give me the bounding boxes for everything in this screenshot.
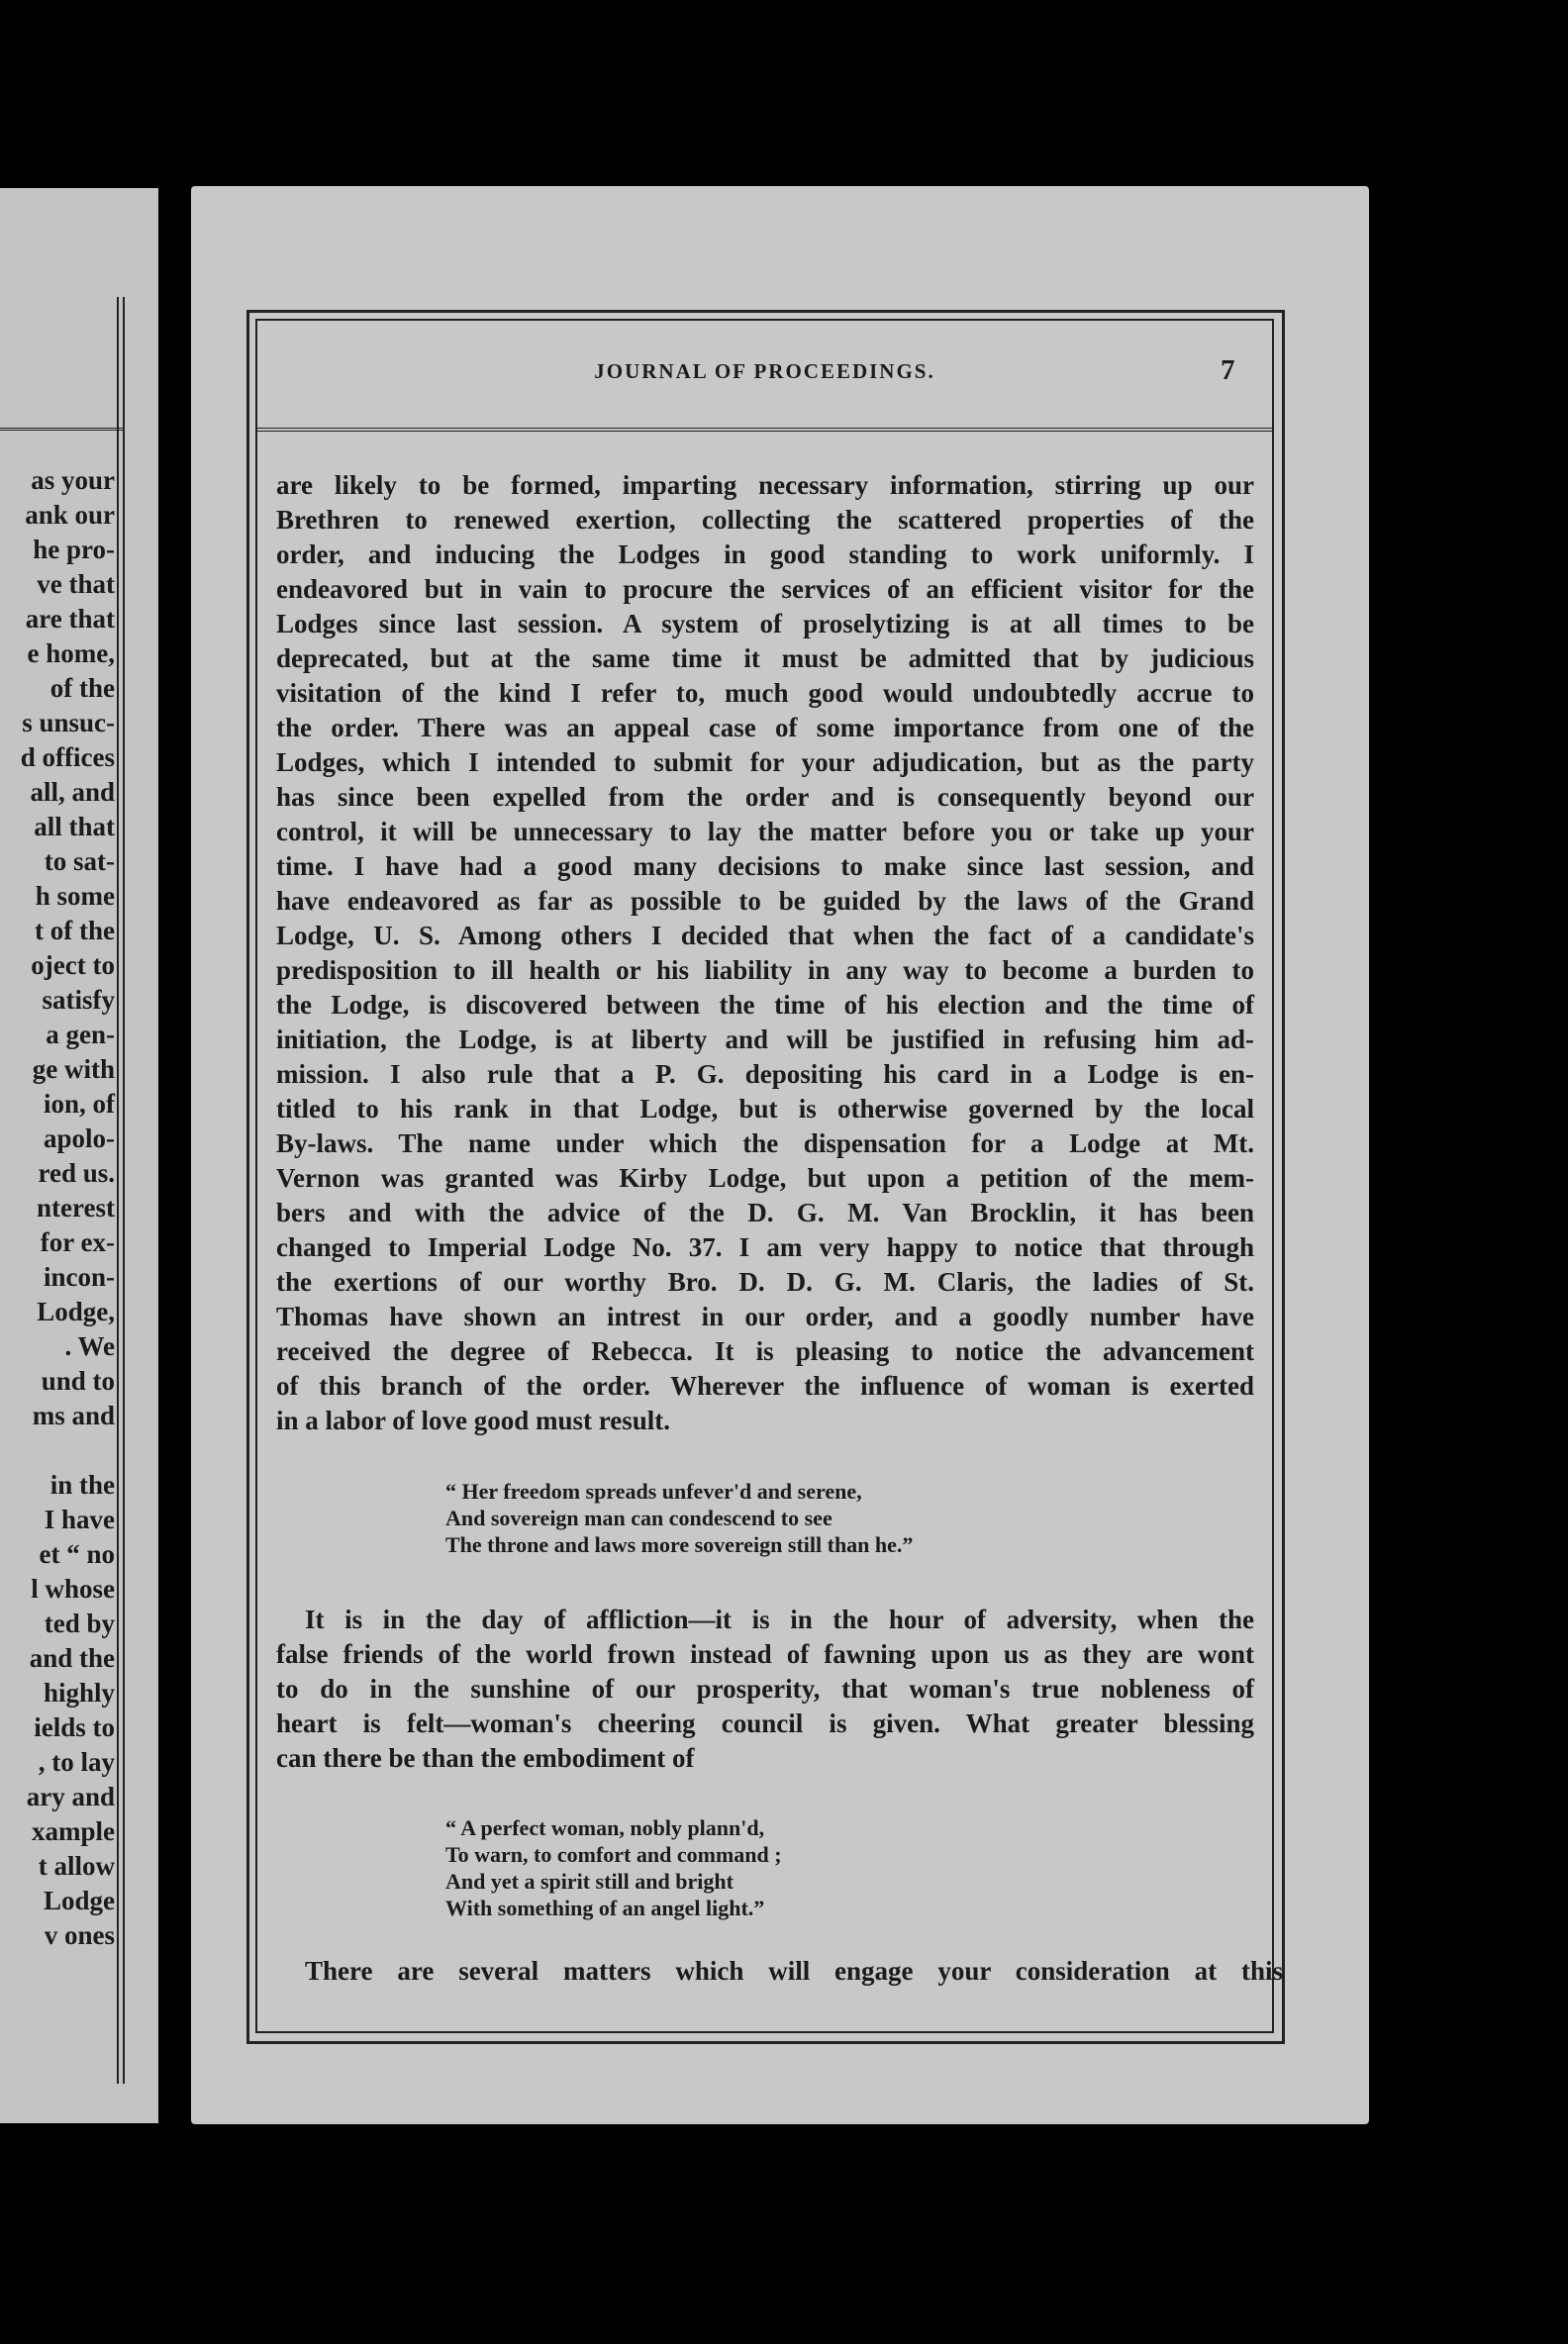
previous-page-line: nterest <box>37 1193 115 1222</box>
text-line: Lodge, U. S. Among others I decided that when the fact of a candidate's <box>276 921 1254 950</box>
book-page <box>191 186 1369 2124</box>
previous-page-line: to sat- <box>44 846 115 876</box>
previous-page-line: apolo- <box>43 1123 115 1153</box>
verse-quote-2 <box>445 1814 782 1921</box>
text-line: the Lodge, is discovered between the time of his election and the time of <box>276 990 1254 1020</box>
text-line: have endeavored as far as possible to be guided by the laws of the Grand <box>276 886 1254 916</box>
text-line: of this branch of the order. Wherever the influence of woman is exerted <box>276 1371 1254 1401</box>
previous-page-line: ted by <box>44 1609 115 1638</box>
text-line: endeavored but in vain to procure the services of an efficient visitor for the <box>276 574 1254 604</box>
text-line: By-laws. The name under which the dispensation for a Lodge at Mt. <box>276 1128 1254 1158</box>
previous-page-line: are that <box>25 604 115 634</box>
text-line: titled to his rank in that Lodge, but is otherwise governed by the local <box>276 1094 1254 1123</box>
previous-page-line: Lodge <box>43 1886 115 1915</box>
text-line: Lodges since last session. A system of proselytizing is at all times to be <box>276 609 1254 638</box>
previous-page-frame-rule <box>117 297 125 2084</box>
previous-page-line: e home, <box>27 638 115 668</box>
text-line: Lodges, which I intended to submit for your adjudication, but as the party <box>276 747 1254 777</box>
page-number: 7 <box>1221 354 1235 386</box>
previous-page-line: of the <box>49 673 115 703</box>
previous-page-line: s unsuc- <box>22 708 115 737</box>
text-line: time. I have had a good many decisions to make since last session, and <box>276 851 1254 881</box>
text-line: are likely to be formed, imparting necessary information, stirring up our <box>276 470 1254 500</box>
previous-page-line: l whose <box>31 1574 115 1604</box>
previous-page-line: ge with <box>32 1054 115 1084</box>
verse-line: To warn, to comfort and command ; <box>445 1842 782 1867</box>
paragraph-3: There are several matters which will engage your consideration at this <box>305 1956 1283 1986</box>
previous-page-line: a gen- <box>46 1020 115 1049</box>
previous-page-line: he pro- <box>33 535 115 564</box>
text-line: can there be than the embodiment of <box>276 1743 695 1773</box>
previous-page-line: t allow <box>38 1851 115 1881</box>
text-line: the exertions of our worthy Bro. D. D. G. M. Claris, the ladies of St. <box>276 1267 1254 1297</box>
previous-page-fragment <box>0 188 158 2123</box>
previous-page-line: ion, of <box>43 1089 115 1119</box>
previous-page-line: highly <box>43 1678 115 1708</box>
text-line: has since been expelled from the order and is consequently beyond our <box>276 782 1254 812</box>
previous-page-line: red us. <box>38 1158 115 1188</box>
previous-page-line: ms and <box>32 1401 115 1430</box>
previous-page-line: Lodge, <box>37 1297 115 1326</box>
text-line: Brethren to renewed exertion, collecting the scattered properties of the <box>276 505 1254 535</box>
previous-page-line: all, and <box>30 777 115 807</box>
text-line: heart is felt—woman's cheering council is given. What greater blessing <box>276 1709 1254 1738</box>
text-line: control, it will be unnecessary to lay the matter before you or take up your <box>276 817 1254 846</box>
verse-line: “ Her freedom spreads unfever'd and serene, <box>445 1479 862 1504</box>
header-rule <box>255 428 1274 432</box>
previous-page-line: ields to <box>34 1712 115 1742</box>
verse-line: And yet a spirit still and bright <box>445 1869 734 1894</box>
previous-page-line: v ones <box>44 1920 115 1950</box>
text-line: Vernon was granted was Kirby Lodge, but upon a petition of the mem- <box>276 1163 1254 1193</box>
text-line: in a labor of love good must result. <box>276 1406 671 1435</box>
previous-page-line: ve that <box>37 569 115 599</box>
text-line: received the degree of Rebecca. It is pleasing to notice the advancement <box>276 1336 1254 1366</box>
previous-page-line: und to <box>41 1366 115 1396</box>
verse-line: The throne and laws more sovereign still than he.” <box>445 1532 914 1557</box>
text-line: deprecated, but at the same time it must be admitted that by judicious <box>276 643 1254 673</box>
text-line: Thomas have shown an intrest in our order, and a goodly number have <box>276 1302 1254 1331</box>
previous-page-line <box>21 1433 115 1468</box>
text-line: visitation of the kind I refer to, much good would undoubtedly accrue to <box>276 678 1254 708</box>
verse-line: “ A perfect woman, nobly plann'd, <box>445 1815 765 1840</box>
previous-page-line: et “ no <box>39 1539 115 1569</box>
previous-page-line: satisfy <box>42 985 115 1015</box>
running-head: JOURNAL OF PROCEEDINGS. <box>594 359 935 383</box>
text-line: the order. There was an appeal case of some importance from one of the <box>276 713 1254 742</box>
previous-page-text <box>21 463 115 1953</box>
verse-line: With something of an angel light.” <box>445 1896 765 1920</box>
text-line: changed to Imperial Lodge No. 37. I am very happy to notice that through <box>276 1232 1254 1262</box>
previous-page-line: I have <box>44 1505 115 1534</box>
previous-page-line: all that <box>34 812 115 841</box>
text-line: mission. I also rule that a P. G. depositing his card in a Lodge is en- <box>276 1059 1254 1089</box>
text-line: It is in the day of affliction—it is in the hour of adversity, when the <box>305 1605 1254 1634</box>
previous-page-line: , to lay <box>38 1747 115 1777</box>
previous-page-line: ary and <box>26 1782 115 1811</box>
verse-line: And sovereign man can condescend to see <box>445 1506 833 1530</box>
previous-page-line: ank our <box>25 500 115 530</box>
text-line: order, and inducing the Lodges in good standing to work uniformly. I <box>276 539 1254 569</box>
previous-page-line: as your <box>31 465 115 495</box>
verse-quote-1 <box>445 1478 913 1558</box>
previous-page-line: for ex- <box>40 1227 115 1257</box>
text-line: predisposition to ill health or his liability in any way to become a burden to <box>276 955 1254 985</box>
text-line: to do in the sunshine of our prosperity, that woman's true nobleness of <box>276 1674 1254 1704</box>
text-line: false friends of the world frown instead of fawning upon us as they are wont <box>276 1639 1254 1669</box>
previous-page-line: t of the <box>35 916 115 945</box>
previous-page-line: d offices <box>20 742 115 772</box>
previous-page-line: in the <box>49 1470 115 1500</box>
previous-page-header-rule <box>0 428 125 431</box>
paragraph-2 <box>276 1603 1254 1776</box>
previous-page-line: . We <box>64 1331 115 1361</box>
paragraph-1 <box>276 468 1254 1438</box>
previous-page-line: h some <box>35 881 115 911</box>
previous-page-line: xample <box>32 1816 115 1846</box>
text-line: bers and with the advice of the D. G. M. Van Brocklin, it has been <box>276 1198 1254 1227</box>
previous-page-line: incon- <box>43 1262 115 1292</box>
text-line: initiation, the Lodge, is at liberty and will be justified in refusing him ad- <box>276 1025 1254 1054</box>
previous-page-line: and the <box>29 1643 115 1673</box>
previous-page-line: oject to <box>31 950 115 980</box>
